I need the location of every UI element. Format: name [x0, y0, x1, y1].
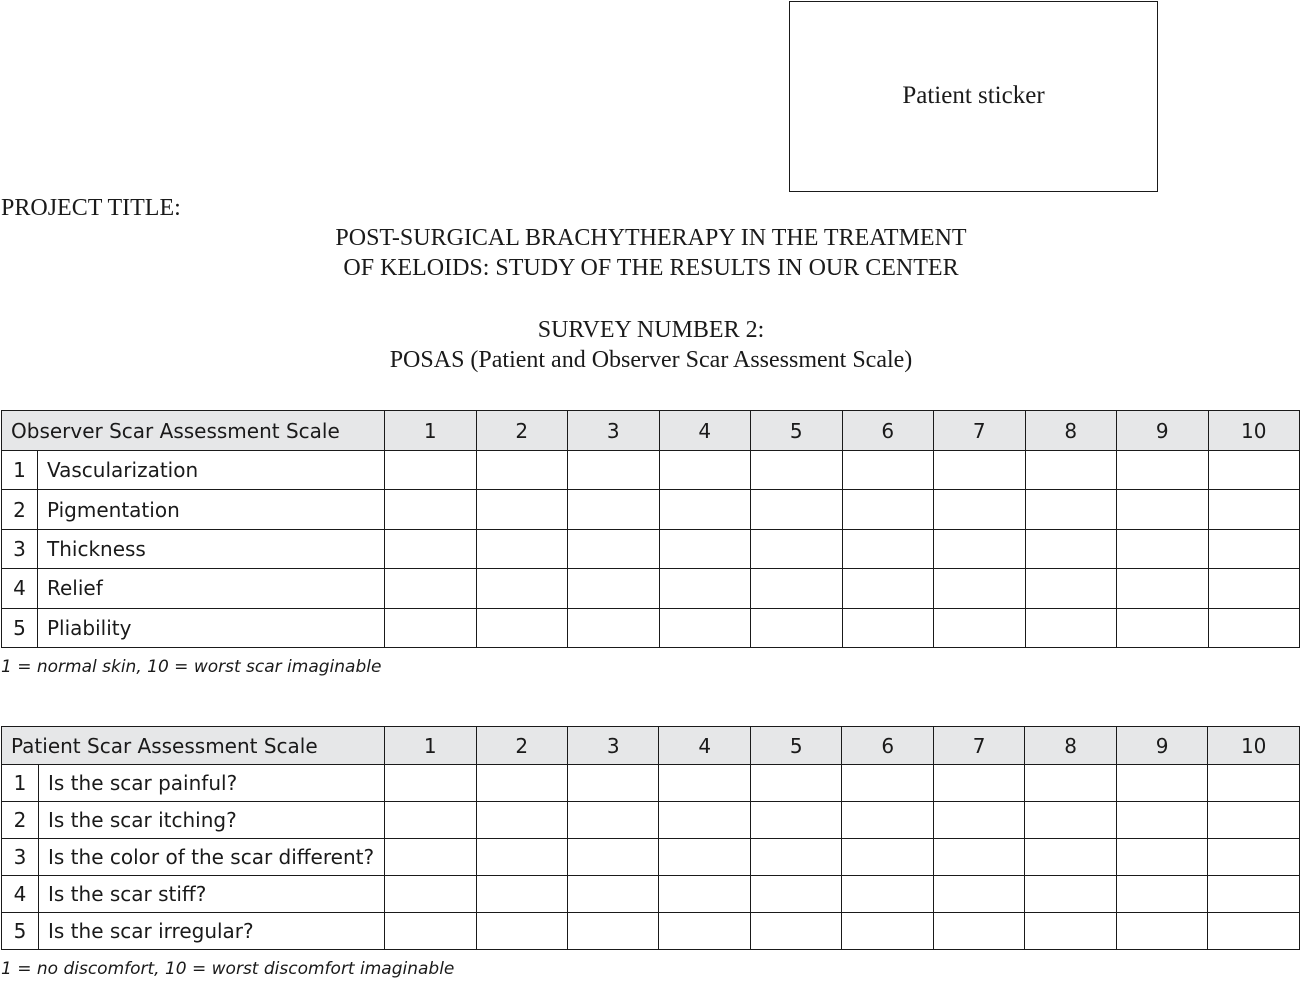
score-cell[interactable] — [385, 765, 476, 802]
row-number: 2 — [2, 802, 39, 839]
score-header: 5 — [750, 727, 841, 765]
score-cell[interactable] — [1117, 490, 1209, 529]
score-cell[interactable] — [568, 490, 660, 529]
score-cell[interactable] — [385, 569, 477, 608]
score-cell[interactable] — [385, 451, 477, 490]
score-cell[interactable] — [659, 529, 751, 568]
score-cell[interactable] — [933, 839, 1024, 876]
score-cell[interactable] — [659, 608, 751, 647]
score-cell[interactable] — [568, 608, 660, 647]
score-cell[interactable] — [1208, 802, 1300, 839]
observer-header-row — [2, 411, 1300, 451]
score-cell[interactable] — [1117, 569, 1209, 608]
score-cell[interactable] — [1208, 490, 1300, 529]
score-cell[interactable] — [568, 451, 660, 490]
score-header: 10 — [1208, 727, 1300, 765]
table-row — [2, 839, 1300, 876]
survey-title-line: SURVEY NUMBER 2: — [537, 317, 765, 343]
survey-title-line: POSAS (Patient and Observer Scar Assessment Scale) — [389, 347, 913, 373]
score-cell[interactable] — [659, 569, 751, 608]
score-cell[interactable] — [1208, 765, 1300, 802]
score-header: 5 — [751, 411, 843, 451]
score-cell[interactable] — [842, 608, 934, 647]
score-cell[interactable] — [1208, 839, 1300, 876]
score-cell[interactable] — [1117, 608, 1209, 647]
score-cell[interactable] — [934, 569, 1026, 608]
score-cell[interactable] — [842, 913, 933, 950]
score-cell[interactable] — [659, 876, 750, 913]
score-cell[interactable] — [842, 839, 933, 876]
score-header: 3 — [567, 727, 658, 765]
score-cell[interactable] — [1117, 529, 1209, 568]
score-cell[interactable] — [476, 839, 567, 876]
score-cell[interactable] — [659, 490, 751, 529]
score-cell[interactable] — [1208, 529, 1300, 568]
score-cell[interactable] — [750, 839, 841, 876]
score-cell[interactable] — [842, 529, 934, 568]
score-header: 3 — [568, 411, 660, 451]
project-title-line: POST-SURGICAL BRACHYTHERAPY IN THE TREATMENT — [335, 225, 967, 251]
score-cell[interactable] — [476, 913, 567, 950]
row-number: 3 — [2, 529, 38, 568]
score-cell[interactable] — [751, 490, 843, 529]
score-cell[interactable] — [933, 765, 1024, 802]
row-label: Is the color of the scar different? — [39, 839, 385, 876]
score-cell[interactable] — [1025, 876, 1116, 913]
score-cell[interactable] — [842, 765, 933, 802]
score-cell[interactable] — [751, 529, 843, 568]
score-cell[interactable] — [1208, 451, 1300, 490]
project-title — [0, 223, 1302, 283]
score-cell[interactable] — [750, 802, 841, 839]
score-cell[interactable] — [750, 876, 841, 913]
score-cell[interactable] — [934, 608, 1026, 647]
score-cell[interactable] — [933, 876, 1024, 913]
score-cell[interactable] — [476, 802, 567, 839]
score-cell[interactable] — [385, 490, 477, 529]
score-cell[interactable] — [1025, 451, 1117, 490]
table-row — [2, 451, 1300, 490]
score-cell[interactable] — [1025, 765, 1116, 802]
score-cell[interactable] — [476, 608, 568, 647]
score-cell[interactable] — [842, 802, 933, 839]
row-label: Relief — [38, 569, 385, 608]
row-label: Is the scar itching? — [39, 802, 385, 839]
observer-scale-footnote: 1 = normal skin, 10 = worst scar imaginable — [1, 657, 382, 677]
row-number: 5 — [2, 913, 39, 950]
score-cell[interactable] — [385, 913, 476, 950]
patient-scale-footnote: 1 = no discomfort, 10 = worst discomfort imaginable — [1, 959, 455, 979]
row-label: Thickness — [38, 529, 385, 568]
patient-sticker-label: Patient sticker — [902, 81, 1045, 109]
score-cell[interactable] — [842, 569, 934, 608]
score-cell[interactable] — [750, 765, 841, 802]
score-cell[interactable] — [1208, 876, 1300, 913]
score-cell[interactable] — [476, 765, 567, 802]
score-header: 7 — [933, 727, 1024, 765]
score-cell[interactable] — [476, 876, 567, 913]
score-cell[interactable] — [568, 529, 660, 568]
score-cell[interactable] — [1025, 490, 1117, 529]
score-cell[interactable] — [1116, 913, 1207, 950]
score-cell[interactable] — [659, 802, 750, 839]
score-cell[interactable] — [1025, 569, 1117, 608]
score-cell[interactable] — [751, 569, 843, 608]
score-cell[interactable] — [385, 608, 477, 647]
observer-rows — [2, 451, 1300, 648]
row-label: Is the scar stiff? — [39, 876, 385, 913]
score-cell[interactable] — [751, 451, 843, 490]
table-row — [2, 913, 1300, 950]
score-cell[interactable] — [1025, 913, 1116, 950]
score-cell[interactable] — [1116, 802, 1207, 839]
score-cell[interactable] — [1116, 765, 1207, 802]
row-number: 4 — [2, 569, 38, 608]
score-cell[interactable] — [842, 876, 933, 913]
score-cell[interactable] — [567, 765, 658, 802]
row-number: 5 — [2, 608, 38, 647]
score-header: 7 — [934, 411, 1026, 451]
score-cell[interactable] — [659, 913, 750, 950]
score-cell[interactable] — [659, 451, 751, 490]
score-cell[interactable] — [1116, 839, 1207, 876]
score-header: 9 — [1116, 727, 1207, 765]
patient-header-row — [2, 727, 1300, 765]
score-cell[interactable] — [385, 876, 476, 913]
row-number: 1 — [2, 765, 39, 802]
score-header: 2 — [476, 411, 568, 451]
project-title-label: PROJECT TITLE: — [1, 195, 181, 221]
score-cell[interactable] — [1025, 529, 1117, 568]
patient-sticker-box — [789, 1, 1158, 192]
score-cell[interactable] — [750, 913, 841, 950]
project-title-line: OF KELOIDS: STUDY OF THE RESULTS IN OUR CENTER — [343, 255, 959, 281]
score-cell[interactable] — [934, 529, 1026, 568]
score-header: 10 — [1208, 411, 1300, 451]
observer-scale-table — [1, 410, 1300, 648]
row-label: Vascularization — [38, 451, 385, 490]
table-row — [2, 608, 1300, 647]
score-header: 2 — [476, 727, 567, 765]
table-row — [2, 802, 1300, 839]
score-header: 4 — [659, 727, 750, 765]
table-row — [2, 490, 1300, 529]
score-cell[interactable] — [1208, 569, 1300, 608]
score-cell[interactable] — [476, 490, 568, 529]
score-cell[interactable] — [567, 913, 658, 950]
score-header: 6 — [842, 727, 933, 765]
score-cell[interactable] — [1208, 913, 1300, 950]
patient-scale-title: Patient Scar Assessment Scale — [2, 727, 385, 765]
score-header: 8 — [1025, 727, 1116, 765]
score-cell[interactable] — [1025, 839, 1116, 876]
score-cell[interactable] — [659, 839, 750, 876]
score-cell[interactable] — [842, 451, 934, 490]
score-cell[interactable] — [933, 802, 1024, 839]
row-label: Pliability — [38, 608, 385, 647]
table-row — [2, 765, 1300, 802]
score-cell[interactable] — [476, 451, 568, 490]
score-header: 4 — [659, 411, 751, 451]
score-cell[interactable] — [567, 876, 658, 913]
table-row — [2, 529, 1300, 568]
score-cell[interactable] — [476, 569, 568, 608]
score-cell[interactable] — [1025, 608, 1117, 647]
row-number: 1 — [2, 451, 38, 490]
row-number: 2 — [2, 490, 38, 529]
score-cell[interactable] — [385, 529, 477, 568]
patient-scale-table — [1, 726, 1300, 950]
score-cell[interactable] — [1208, 608, 1300, 647]
score-header: 8 — [1025, 411, 1117, 451]
score-cell[interactable] — [751, 608, 843, 647]
observer-scale-title: Observer Scar Assessment Scale — [2, 411, 385, 451]
score-cell[interactable] — [934, 451, 1026, 490]
score-cell[interactable] — [933, 913, 1024, 950]
score-cell[interactable] — [1116, 876, 1207, 913]
score-cell[interactable] — [476, 529, 568, 568]
table-row — [2, 876, 1300, 913]
row-label: Pigmentation — [38, 490, 385, 529]
score-header: 9 — [1117, 411, 1209, 451]
score-cell[interactable] — [934, 490, 1026, 529]
score-cell[interactable] — [568, 569, 660, 608]
row-label: Is the scar painful? — [39, 765, 385, 802]
score-header: 6 — [842, 411, 934, 451]
row-number: 4 — [2, 876, 39, 913]
score-cell[interactable] — [1117, 451, 1209, 490]
table-row — [2, 569, 1300, 608]
row-number: 3 — [2, 839, 39, 876]
score-cell[interactable] — [1025, 802, 1116, 839]
score-cell[interactable] — [567, 802, 658, 839]
score-cell[interactable] — [385, 802, 476, 839]
patient-rows — [2, 765, 1300, 950]
score-header: 1 — [385, 411, 477, 451]
survey-title — [0, 315, 1302, 375]
score-cell[interactable] — [842, 490, 934, 529]
row-label: Is the scar irregular? — [39, 913, 385, 950]
score-header: 1 — [385, 727, 476, 765]
score-cell[interactable] — [659, 765, 750, 802]
score-cell[interactable] — [385, 839, 476, 876]
score-cell[interactable] — [567, 839, 658, 876]
